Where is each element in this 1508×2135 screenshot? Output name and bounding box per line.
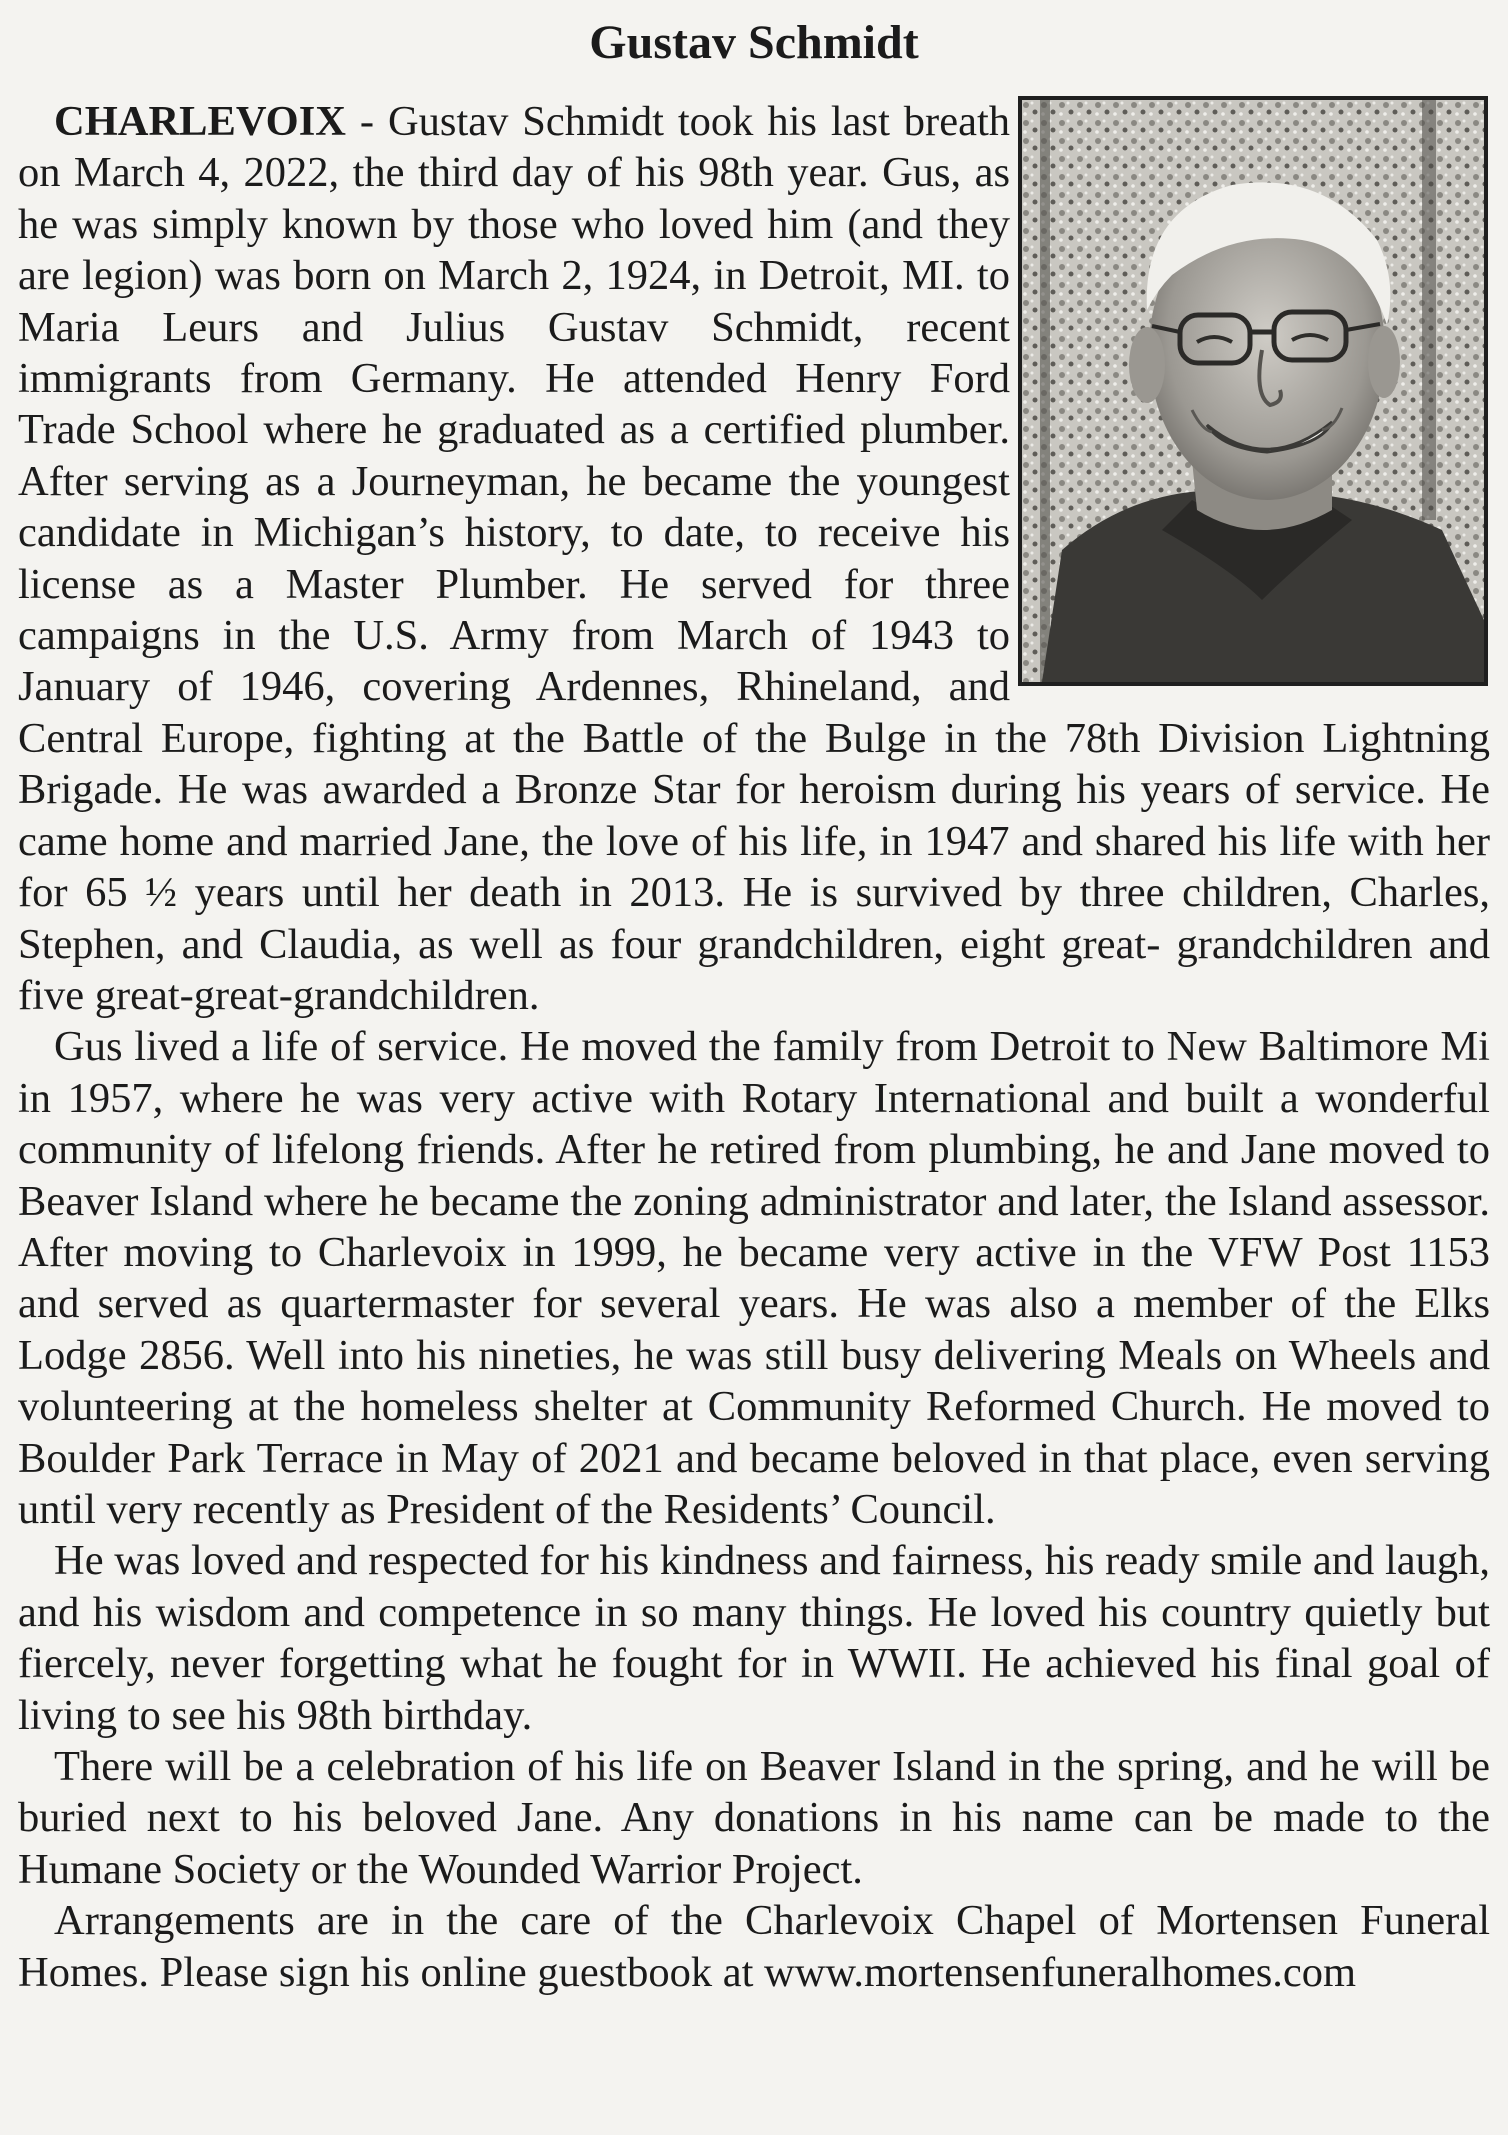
obituary-title: Gustav Schmidt [589,16,919,69]
obituary-paragraph-2: Gus lived a life of service. He moved the family from Detroit to New Baltimore Mi in 1957, where he was very active with Rotary International and built a wonderful community of lifelong friends. After he retired from plumbing, he and Jane moved to Beaver Island where he became the zoning administrator and later, the Island assessor. After moving to Charlevoix in 1999, he became very active in the VFW Post 1153 and served as quartermaster for several years. He was also a member of the Elks Lodge 2856. Well into his nineties, he was still busy delivering Meals on Wheels and volunteering at the homeless shelter at Community Reformed Church. He moved to Boulder Park Terrace in May of 2021 and became beloved in that place, even serving until very recently as President of the Residents’ Council. [18,1023,1490,1533]
paragraph-1-text: - Gustav Schmidt took his last breath on March 4, 2022, the third day of his 98th year. Gus, as he was simply known by those who loved him (and they are legion) was born on March 2, 1924, in Detroit, MI. to Maria Leurs and Julius Gustav Schmidt, recent immigrants from Germany. He attended Henry Ford Trade School where he graduated as a certified plumber. After serving as a Journeyman, he became the youngest candidate in Michigan’s history, to date, to receive his license as a Master Plumber. He served for three campaigns in the U.S. Army from March of 1943 to January of 1946, covering Ardennes, Rhineland, and Central Europe, fighting at the Battle of the Bulge in the 78th Division Lightning Brigade. He was awarded a Bronze Star for heroism during his years of service. He came home and married Jane, the love of his life, in 1947 and shared his life with her for 65 ½ years until her death in 2013. He is survived by three children, Charles, Stephen, and Claudia, as well as four grandchildren, eight great- grandchildren and five great-great-grandchildren. [18,98,1490,1019]
dateline: CHARLEVOIX [54,98,346,145]
photo-spacer [1010,96,1490,694]
obituary-paragraph-5: Arrangements are in the care of the Charlevoix Chapel of Mortensen Funeral Homes. Please sign his online guestbook at www.mortensenfuneralhomes.com [18,1897,1490,1996]
obituary-paragraph-4: There will be a celebration of his life on Beaver Island in the spring, and he will be buried next to his beloved Jane. Any donations in his name can be made to the Humane Society or the Wounded Warrior Project. [18,1743,1490,1893]
obituary-body [18,96,1490,1998]
obituary-paragraph-3: He was loved and respected for his kindness and fairness, his ready smile and laugh, and his wisdom and competence in so many things. He loved his country quietly but fiercely, never forgetting what he fought for in WWII. He achieved his final goal of living to see his 98th birthday. [18,1537,1490,1739]
